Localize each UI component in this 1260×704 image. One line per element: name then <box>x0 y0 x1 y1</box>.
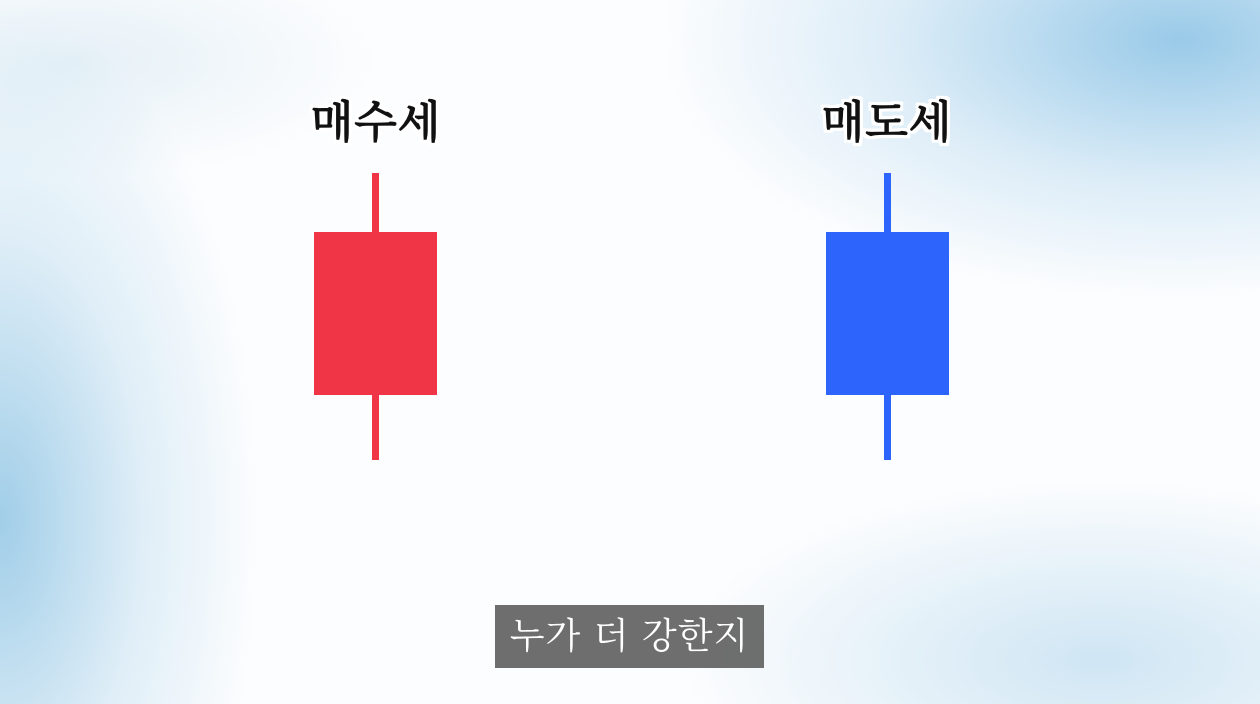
subtitle-caption: 누가 더 강한지 <box>495 605 764 668</box>
buying-pressure-label: 매수세 <box>310 97 442 148</box>
selling-pressure-label: 매도세 <box>821 97 953 148</box>
bearish-candle-body <box>826 232 949 395</box>
bullish-candle-body <box>314 232 437 395</box>
